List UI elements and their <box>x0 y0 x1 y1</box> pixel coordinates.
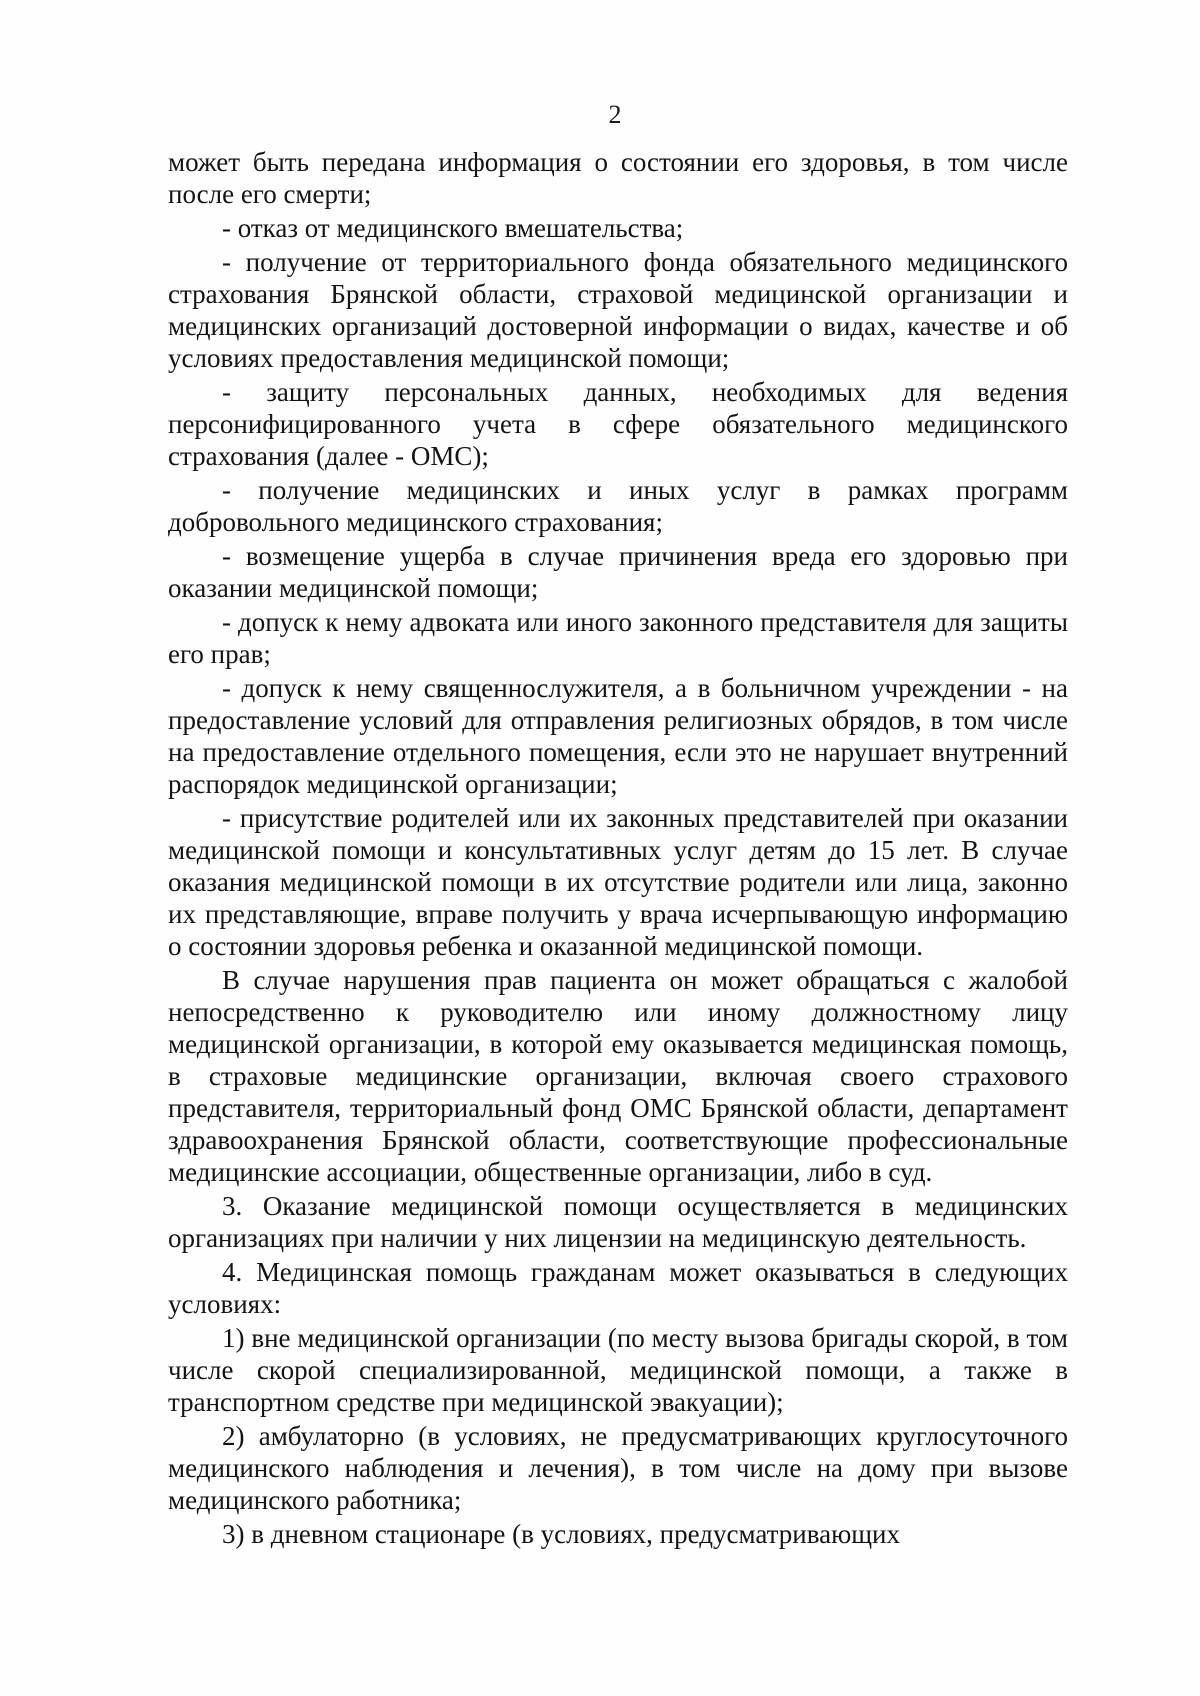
paragraph: - получение от территориального фонда обязательного медицинского страхования Брянской области, страховой медицинской организации и медицинских организаций достоверной информации о видах, качестве и об условиях предоставления медицинской помощи; <box>168 247 1068 373</box>
paragraph: 3. Оказание медицинской помощи осуществляется в медицинских организациях при наличии у них лицензии на медицинскую деятельность. <box>168 1191 1068 1253</box>
page-number: 2 <box>608 100 622 129</box>
paragraph: - защиту персональных данных, необходимых для ведения персонифицированного учета в сфере обязательного медицинского страхования (далее - ОМС); <box>168 377 1068 471</box>
paragraph: - допуск к нему священнослужителя, а в больничном учреждении - на предоставление условий для отправления религиозных обрядов, в том числе на предоставление отдельного помещения, если это не нарушает внутренний распорядок медицинской организации; <box>168 673 1068 799</box>
paragraph: - возмещение ущерба в случае причинения вреда его здоровью при оказании медицинской помощи; <box>168 541 1068 603</box>
paragraph: В случае нарушения прав пациента он может обращаться с жалобой непосредственно к руководителю или иному должностному лицу медицинской организации, в которой ему оказывается медицинская помощь, в страховые медицинские организации, включая своего страхового представителя, территориальный фонд ОМС Брянской области, департамент здравоохранения Брянской области, соответствующие профессиональные медицинские ассоциации, общественные организации, либо в суд. <box>168 965 1068 1187</box>
paragraph: может быть передана информация о состоянии его здоровья, в том числе после его смерти; <box>168 147 1068 209</box>
paragraph: - получение медицинских и иных услуг в рамках программ добровольного медицинского страхования; <box>168 475 1068 537</box>
paragraph: - отказ от медицинского вмешательства; <box>222 213 684 243</box>
paragraph: - присутствие родителей или их законных представителей при оказании медицинской помощи и консультативных услуг детям до 15 лет. В случае оказания медицинской помощи в их отсутствие родители или лица, законно их представляющие, вправе получить у врача исчерпывающую информацию о состоянии здоровья ребенка и оказанной медицинской помощи. <box>168 803 1068 961</box>
paragraph: 4. Медицинская помощь гражданам может оказываться в следующих условиях: <box>168 1257 1068 1319</box>
paragraph: 1) вне медицинской организации (по месту вызова бригады скорой, в том числе скорой специализированной, медицинской помощи, а также в транспортном средстве при медицинской эвакуации); <box>168 1323 1068 1417</box>
paragraph: - допуск к нему адвоката или иного законного представителя для защиты его прав; <box>168 607 1068 669</box>
paragraph: 2) амбулаторно (в условиях, не предусматривающих круглосуточного медицинского наблюдения и лечения), в том числе на дому при вызове медицинского работника; <box>168 1421 1068 1515</box>
document-body <box>168 146 1068 1552</box>
paragraph: 3) в дневном стационаре (в условиях, предусматривающих <box>222 1519 901 1549</box>
